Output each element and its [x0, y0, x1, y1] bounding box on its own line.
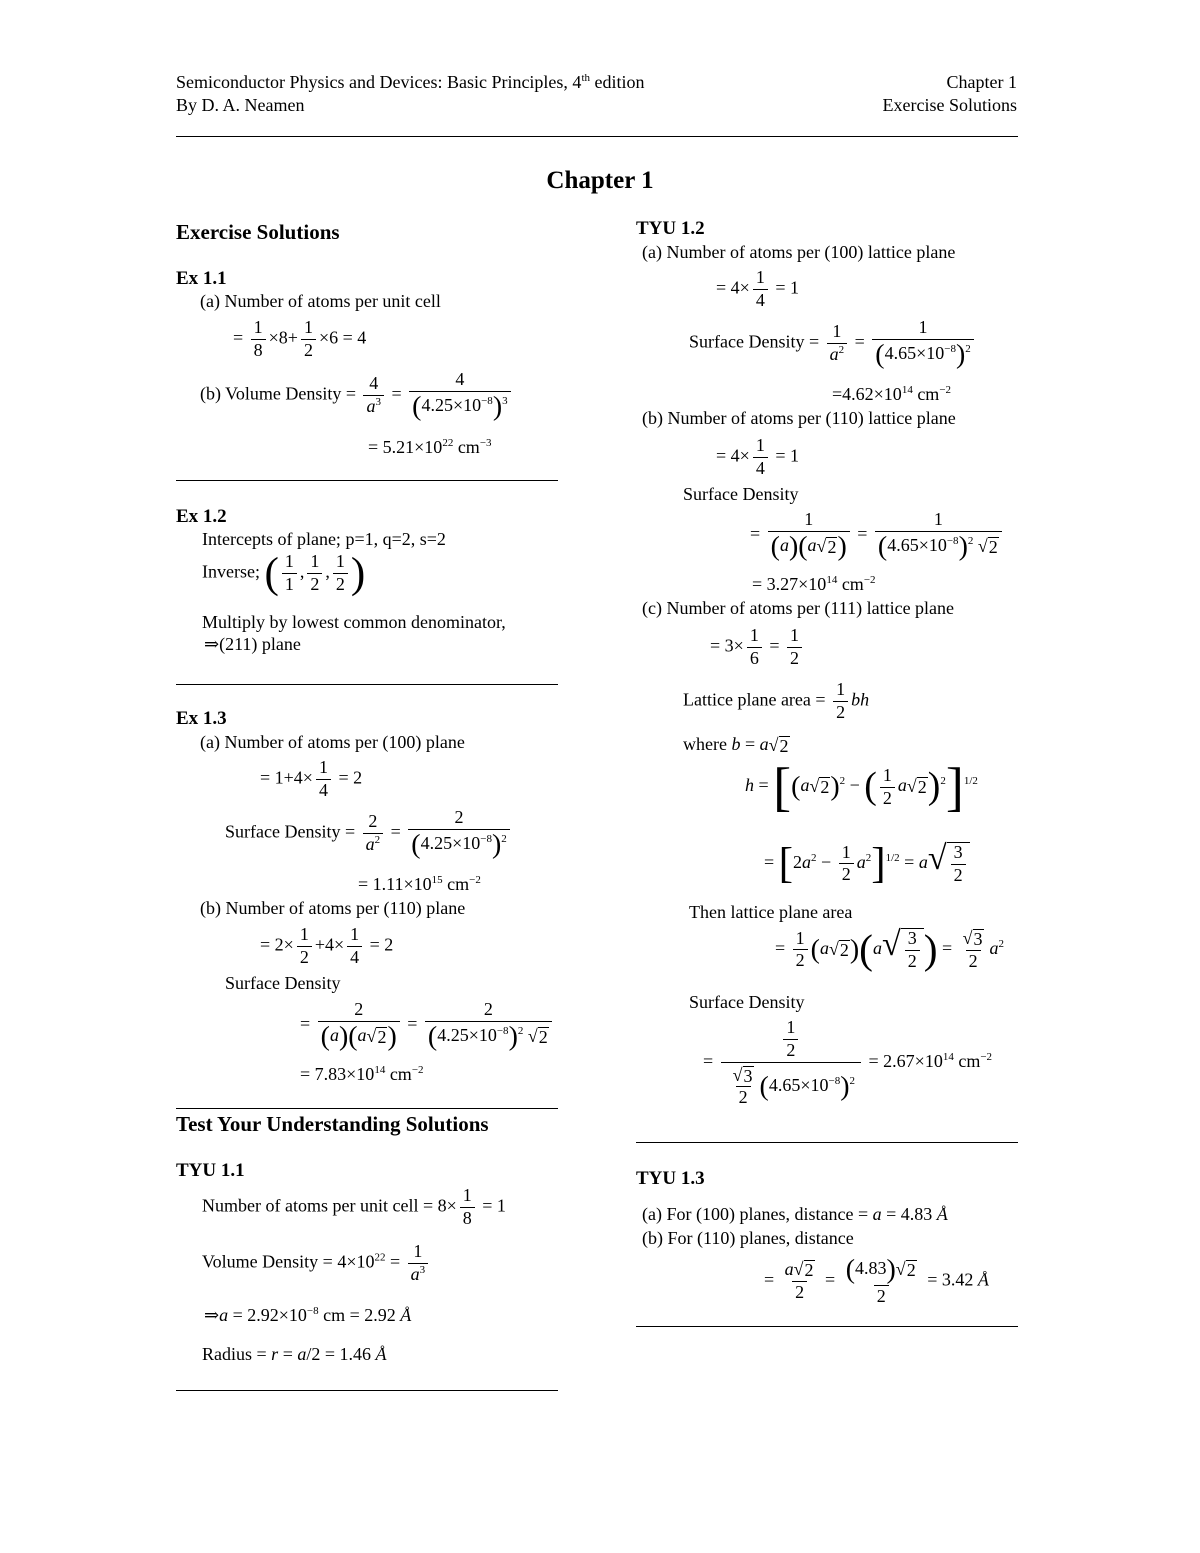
tyu12-surface-a: Surface Density = $\frac{1}{a^2}$ = $\frac{1}{(4.65\times 10^{-8})^2}$ [689, 318, 977, 369]
tyu11-line4: Radius = r = a/2 = 1.46 Å [202, 1344, 387, 1364]
tyu12-res-b: = $3.27\times 10^{14}$ $cm^{-2}$ [752, 574, 876, 594]
tyu13-label: TYU 1.3 [636, 1168, 705, 1189]
ex13-result-b: = $7.83\times 10^{14}$ $cm^{-2}$ [300, 1064, 424, 1084]
header-rule [176, 136, 1018, 137]
ex12-line1: Intercepts of plane; p=1, q=2, s=2 [202, 529, 446, 549]
tyu12-where: where b = a √ 2 [683, 734, 789, 756]
tyu11-label: TYU 1.1 [176, 1160, 245, 1181]
tyu12-res-a: $=4.62\times 10^{14}$ $cm^{-2}$ [832, 384, 952, 404]
tyu12-label: TYU 1.2 [636, 218, 705, 239]
ex12-label: Ex 1.2 [176, 506, 227, 527]
tyu12-c: (c) Number of atoms per (111) lattice plane [642, 598, 955, 618]
rule-tyu12 [636, 1142, 1018, 1143]
tyu-heading: Test Your Understanding Solutions [176, 1112, 489, 1136]
ex13-surface-b-label: Surface Density [225, 973, 341, 993]
tyu13-b-eq: = a √ 2 2 = (4.83) √ 2 2 = 3.42 Å [764, 1254, 989, 1306]
rule-ex13 [176, 1108, 558, 1109]
tyu12-then-eq: = $\frac{1}{2}$ (a √ 2 )(a √ $\frac{3}{2}$ ) = √ 3 2 $a^2$ [775, 926, 1005, 973]
tyu13-a: (a) For (100) planes, distance = a = 4.83 Å [642, 1204, 948, 1224]
tyu12-surface-c-eq: = $\frac{1}{2}$ √ 3 2 $(4.65\times 10^{-8})^2$ = $2.67\times 10^{14}$ $cm^{-2}$ [703, 1017, 993, 1108]
tyu12-lattice-area: Lattice plane area = $\frac{1}{2}$ bh [683, 679, 870, 722]
ex13-label: Ex 1.3 [176, 708, 227, 729]
exercise-solutions-heading: Exercise Solutions [176, 220, 340, 244]
ex13-b: (b) Number of atoms per (110) plane [200, 898, 466, 918]
tyu12-h-eq2: = [$2a^2$ − $\frac{1}{2}$ $a^2]^{1/2} = a$ √ $\frac{3}{2}$ [764, 842, 970, 886]
ex11-result: = $5.21\times 10^{22}$ $cm^{-3}$ [368, 437, 492, 457]
page-title: Chapter 1 [546, 167, 654, 194]
header-book-title: Semiconductor Physics and Devices: Basic Principles, 4th edition [176, 72, 645, 92]
ex11-a: (a) Number of atoms per unit cell [200, 291, 441, 311]
tyu12-surface-b-eq: = 1 (a)(a √ 2 ) = 1 $(4.65\times 10^{-8})^2$ √ 2 [750, 510, 1005, 561]
ex13-surface-b-eq: = 2 (a)(a √ 2 ) = 2 $(4.25\times 10^{-8})^2$ √ 2 [300, 1000, 555, 1051]
ex11-b: (b) Volume Density = $\frac{4}{a^3}$ = $\frac{4}{(4.25\times 10^{-8})^3}$ [200, 370, 514, 421]
tyu11-line2: Volume Density = $4\times 10^{22}$ = $\frac{1}{a^3}$ [202, 1242, 431, 1285]
tyu12-eq-c: = 3× $\frac{1}{6}$ = $\frac{1}{2}$ [710, 626, 805, 669]
ex13-surface-a: Surface Density = $\frac{2}{a^2}$ = $\frac{2}{(4.25\times 10^{-8})^2}$ [225, 808, 513, 859]
ex12-line4: ⇒(211) plane [204, 634, 301, 654]
ex12-line3: Multiply by lowest common denominator, [202, 612, 506, 632]
rule-ex12 [176, 684, 558, 685]
header-section: Exercise Solutions [882, 95, 1017, 115]
ex13-result-a: = $1.11\times 10^{15}$ $cm^{-2}$ [358, 874, 481, 894]
tyu12-surface-b-label: Surface Density [683, 484, 799, 504]
tyu12-then: Then lattice plane area [689, 902, 853, 922]
ex11-label: Ex 1.1 [176, 268, 227, 289]
tyu12-eq-b: = 4× $\frac{1}{4}$ = 1 [716, 435, 799, 478]
ex12-inverse: Inverse; ( $\frac{1}{1}$ , $\frac{1}{2}$ , $\frac{1}{2}$ ) [202, 550, 366, 597]
tyu13-b: (b) For (110) planes, distance [642, 1228, 854, 1248]
ex13-eq1: = 1+4× $\frac{1}{4}$ = 2 [260, 757, 363, 800]
ex13-eq2: = 2× $\frac{1}{2}$ +4× $\frac{1}{4}$ = 2 [260, 924, 394, 967]
header-chapter: Chapter 1 [946, 72, 1017, 92]
ex11-eq1: = $\frac{1}{8}$ ×8+ $\frac{1}{2}$ ×6 = 4 [233, 317, 367, 360]
tyu11-line1: Number of atoms per unit cell = 8× $\frac{1}{8}$ = 1 [202, 1185, 506, 1228]
tyu11-line3: ⇒a = $2.92\times 10^{-8}$ cm = 2.92 Å [204, 1305, 412, 1325]
rule-tyu13 [636, 1326, 1018, 1327]
header-author: By D. A. Neamen [176, 95, 305, 115]
tyu12-surface-c-label: Surface Density [689, 992, 805, 1012]
tyu12-h-eq: h = [(a √ 2 )$^2$ − ( $\frac{1}{2}$ a √ 2 )$^2$]$^{1/2}$ [745, 757, 978, 817]
rule-ex11 [176, 480, 558, 481]
rule-tyu11 [176, 1390, 558, 1391]
tyu12-eq-a: = 4× $\frac{1}{4}$ = 1 [716, 267, 799, 310]
tyu12-b: (b) Number of atoms per (110) lattice plane [642, 408, 956, 428]
tyu12-a: (a) Number of atoms per (100) lattice plane [642, 242, 956, 262]
ex13-a: (a) Number of atoms per (100) plane [200, 732, 465, 752]
